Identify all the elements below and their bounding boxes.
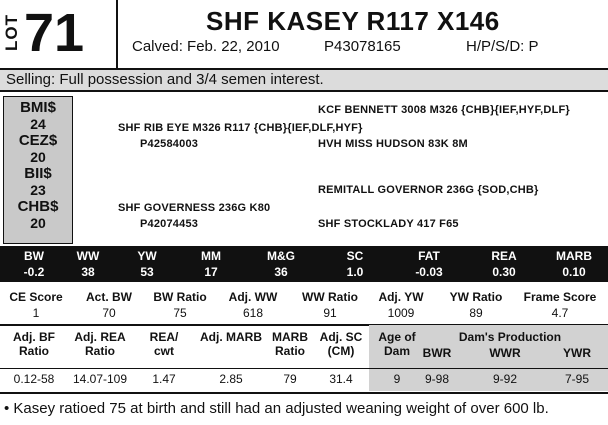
epd-header: SC bbox=[346, 249, 364, 263]
pedigree-sire-dam: HVH MISS HUDSON 83K 8M bbox=[318, 138, 468, 150]
perf2-header: REA/ cwt bbox=[149, 330, 179, 358]
perf-value: 91 bbox=[323, 306, 337, 320]
perf-header: YW Ratio bbox=[449, 290, 503, 304]
index-label: BII$ bbox=[24, 165, 52, 182]
epd-value: 1.0 bbox=[346, 265, 364, 279]
epd-header: WW bbox=[76, 249, 100, 263]
bullet-icon: • bbox=[4, 400, 14, 417]
pedigree-sire-sire: KCF BENNETT 3008 M326 {CHB}{IEF,HYF,DLF} bbox=[318, 104, 570, 116]
epd-value: 53 bbox=[140, 265, 154, 279]
header-divider bbox=[116, 0, 118, 68]
epd-header: BW bbox=[24, 249, 44, 263]
perf2-header: MARB Ratio bbox=[272, 330, 308, 358]
index-label: CEZ$ bbox=[18, 132, 58, 149]
epd-value: 0.30 bbox=[492, 265, 516, 279]
index-value: 23 bbox=[30, 182, 46, 198]
perf2-header: Adj. BF Ratio bbox=[13, 330, 55, 358]
perf-value: 89 bbox=[469, 306, 483, 320]
perf2-value: 7-95 bbox=[564, 372, 590, 386]
perf2-value: 9-98 bbox=[424, 372, 450, 386]
epd-header: M&G bbox=[267, 249, 295, 263]
divider bbox=[0, 368, 608, 369]
perf-header: Act. BW bbox=[86, 290, 132, 304]
perf2-header: BWR bbox=[422, 346, 452, 360]
epd-value: 38 bbox=[81, 265, 95, 279]
calved-date: Calved: Feb. 22, 2010 bbox=[132, 38, 280, 55]
perf2-header: Adj. MARB bbox=[200, 330, 262, 344]
perf2-header: Adj. SC (CM) bbox=[319, 330, 363, 358]
perf2-header: WWR bbox=[489, 346, 521, 360]
perf2-header: Age of Dam bbox=[378, 330, 416, 358]
perf2-value: 0.12-58 bbox=[13, 372, 55, 386]
perf-value: 75 bbox=[173, 306, 187, 320]
epd-value: -0.03 bbox=[415, 265, 443, 279]
epd-value: 0.10 bbox=[562, 265, 586, 279]
performance1-headers bbox=[0, 290, 608, 306]
index-value: 20 bbox=[30, 215, 46, 231]
epd-bar bbox=[0, 246, 608, 282]
perf2-value: 14.07-109 bbox=[72, 372, 128, 386]
animal-name: SHF KASEY R117 X146 bbox=[206, 6, 500, 36]
epd-value: 17 bbox=[204, 265, 218, 279]
perf-header: Frame Score bbox=[523, 290, 597, 304]
dams-production-label: Dam's Production bbox=[458, 330, 562, 344]
epd-header: MM bbox=[201, 249, 221, 263]
perf2-value: 9 bbox=[393, 372, 401, 386]
perf-header: Adj. YW bbox=[378, 290, 424, 304]
epd-header: YW bbox=[137, 249, 157, 263]
perf2-value: 9-92 bbox=[492, 372, 518, 386]
pedigree-dam-dam: SHF STOCKLADY 417 F65 bbox=[318, 218, 459, 230]
epd-header: FAT bbox=[418, 249, 440, 263]
lot-label: LOT bbox=[2, 14, 21, 52]
perf2-header: YWR bbox=[563, 346, 591, 360]
index-column bbox=[3, 96, 73, 244]
perf2-header: Adj. REA Ratio bbox=[74, 330, 126, 358]
registration-number: P43078165 bbox=[324, 38, 401, 55]
perf-value: 1 bbox=[32, 306, 40, 320]
index-label: BMI$ bbox=[20, 99, 56, 116]
epd-header: REA bbox=[491, 249, 517, 263]
perf-header: CE Score bbox=[9, 290, 63, 304]
pedigree-sire-reg: P42584003 bbox=[140, 138, 199, 150]
pedigree-dam-sire: REMITALL GOVERNOR 236G {SOD,CHB} bbox=[318, 184, 539, 196]
perf-header: WW Ratio bbox=[302, 290, 358, 304]
hpsd-status: H/P/S/D: P bbox=[466, 38, 539, 55]
index-value: 24 bbox=[30, 116, 46, 132]
index-value: 20 bbox=[30, 149, 46, 165]
epd-header: MARB bbox=[556, 249, 592, 263]
perf-value: 4.7 bbox=[551, 306, 569, 320]
index-label: CHB$ bbox=[17, 198, 59, 215]
perf-header: BW Ratio bbox=[153, 290, 207, 304]
perf-value: 1009 bbox=[387, 306, 415, 320]
pedigree-sire: SHF RIB EYE M326 R117 {CHB}{IEF,DLF,HYF} bbox=[118, 122, 363, 134]
perf2-value: 79 bbox=[283, 372, 297, 386]
perf-header: Adj. WW bbox=[228, 290, 278, 304]
pedigree-dam: SHF GOVERNESS 236G K80 bbox=[118, 202, 271, 214]
divider bbox=[0, 392, 608, 394]
perf2-value: 31.4 bbox=[329, 372, 353, 386]
comment-text: Kasey ratioed 75 at birth and still had an adjusted weaning weight of over 600 lb. bbox=[13, 400, 549, 417]
perf2-value: 2.85 bbox=[219, 372, 243, 386]
performance2-headers bbox=[0, 330, 608, 364]
pedigree-dam-reg: P42074453 bbox=[140, 218, 199, 230]
epd-value: 36 bbox=[274, 265, 288, 279]
comment bbox=[4, 400, 549, 417]
perf-value: 70 bbox=[102, 306, 116, 320]
perf-value: 618 bbox=[242, 306, 264, 320]
epd-value: -0.2 bbox=[23, 265, 45, 279]
selling-terms: Selling: Full possession and 3/4 semen interest. bbox=[0, 68, 608, 92]
performance2-values bbox=[0, 372, 608, 388]
lot-number: 71 bbox=[24, 3, 85, 63]
performance1-values bbox=[0, 306, 608, 322]
perf2-value: 1.47 bbox=[152, 372, 176, 386]
